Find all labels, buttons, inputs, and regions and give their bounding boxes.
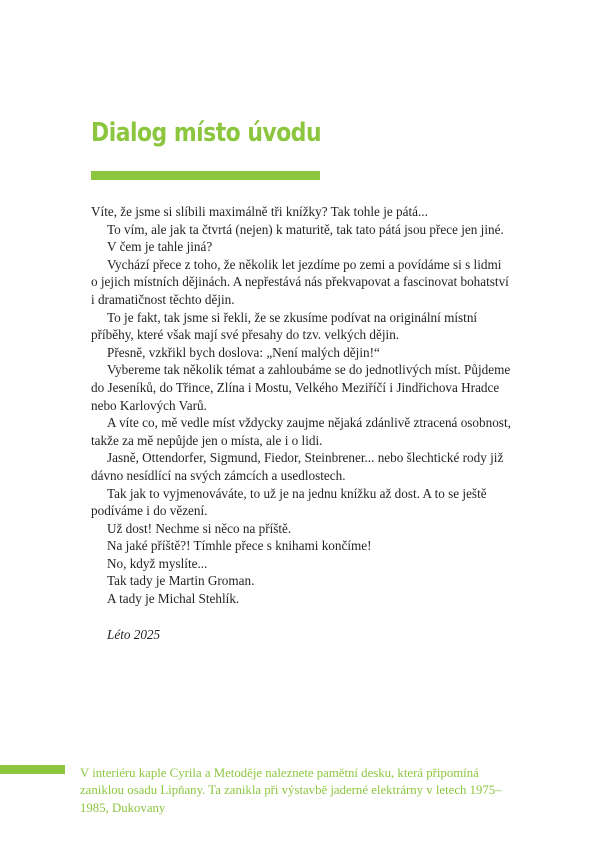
dialog-paragraph: Vychází přece z toho, že několik let jezdíme po zemi a povídáme si s lidmi o jejich místních dějinách. A nepřestává nás překvapovat a fascinovat bohatství i dramatičnost těchto dějin. xyxy=(91,256,509,307)
dialog-paragraph: Na jaké příště?! Tímhle přece s knihami končíme! xyxy=(107,538,372,554)
title-underline-bar xyxy=(91,171,320,180)
dialog-paragraph: A víte co, mě vedle míst vždycky zaujme nějaká zdánlivě ztracená osobnost, takže za mě nepůjde jen o místa, ale i o lidi. xyxy=(91,415,511,448)
dialog-paragraph: Tak jak to vyjmenováváte, to už je na jednu knížku až dost. A to se ještě podíváme i do vězení. xyxy=(91,485,487,519)
dialog-paragraph: Vybereme tak několik témat a zahloubáme se do jednotlivých míst. Půjdeme do Jeseníků, do Třince, Zlína i Mostu, Velkého Meziříčí i Jindřichova Hradce nebo Karlových Varů. xyxy=(91,362,511,413)
dialog-paragraph: Už dost! Nechme si něco na příště. xyxy=(107,520,292,536)
dialog-paragraph: To vím, ale jak ta čtvrtá (nejen) k maturitě, tak tato pátá jsou přece jen jiné. xyxy=(107,221,504,237)
signature-date: Léto 2025 xyxy=(107,627,161,642)
dialog-paragraph: To je fakt, tak jsme si řekli, že se zkusíme podívat na originální místní příběhy, které však mají své přesahy do tzv. velkých dějin. xyxy=(91,309,478,343)
dialog-paragraph: A tady je Michal Stehlík. xyxy=(107,591,240,607)
photo-caption: V interiéru kaple Cyrila a Metoděje naleznete pamětní desku, která připomíná zaniklou osadu Lipňany. Ta zanikla při výstavbě jaderné elektrárny v letech 1975–1985, Dukovany xyxy=(80,766,502,815)
dialog-paragraph: No, když myslíte... xyxy=(107,555,208,571)
caption-accent-bar xyxy=(0,765,65,774)
dialog-paragraph: Víte, že jsme si slíbili maximálně tři knížky? Tak tohle je pátá... xyxy=(91,204,428,219)
dialog-paragraph: Jasně, Ottendorfer, Sigmund, Fiedor, Steinbrener... nebo šlechtické rody již dávno nesídlící na svých zámcích a usedlostech. xyxy=(91,450,504,483)
dialog-paragraph: Tak tady je Martin Groman. xyxy=(107,573,255,589)
dialog-paragraph: Přesně, vzkřikl bych doslova: „Není malých dějin!“ xyxy=(107,344,380,360)
dialog-body xyxy=(91,203,511,608)
dialog-paragraph: V čem je tahle jiná? xyxy=(107,239,213,255)
page-title: Dialog místo úvodu xyxy=(91,118,322,148)
